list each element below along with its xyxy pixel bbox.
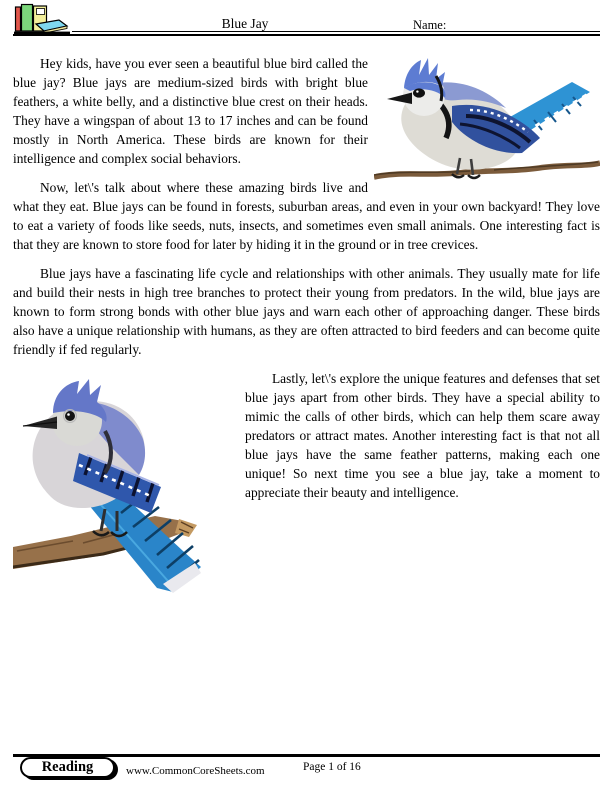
paragraph-2: Now, let\'s talk about where these amazing birds live and what they eat. Blue jays can be found in forests, suburban areas, and even in your own backyard! They love to eat a variety of foods like seeds, nuts, insects, and sometimes even small animals. One interesting fact is that they are known to store food for later by hiding it in the ground or in tree crevices.	[13, 180, 600, 252]
paragraph-4: Lastly, let\'s explore the unique features and defenses that set blue jays apart from other birds. They have a special ability to mimic the calls of other birds, which can help them scare away predators or attract mates. Another interesting fact is that not all blue jays have the same feather patterns, making each one unique! So next time you see a blue jay, take a moment to appreciate their beauty and intelligence.	[245, 371, 600, 500]
paragraph-3: Blue jays have a fascinating life cycle and relationships with other animals. They usually mate for life and build their nests in high tree branches to protect their young from predators. In the wild, blue jays are known to form strong bonds with other blue jays and warn each other of approaching danger. These birds also have a unique relationship with humans, as they are often attracted to bird feeders and can become quite friendly if fed regularly.	[13, 266, 600, 357]
name-label: Name:	[413, 17, 447, 32]
website-link: www.CommonCoreSheets.com	[126, 765, 265, 777]
page-title: Blue Jay	[221, 16, 269, 31]
header-rule	[13, 34, 600, 37]
page-number: Page 1 of 16	[303, 761, 361, 773]
reading-badge: Reading	[20, 757, 115, 778]
paragraph-1: Hey kids, have you ever seen a beautiful blue bird called the blue jay? Blue jays are medium-sized birds with bright blue feathers, a white belly, and a distinctive blue crest on their heads. They have a wingspan of about 13 to 17 inches and can be found mostly in North America. These birds are known for their intelligence and complex social behaviors.	[13, 56, 368, 166]
blue-jay-image-top	[374, 54, 600, 191]
name-line	[72, 31, 600, 32]
reading-passage	[13, 37, 600, 595]
books-icon	[14, 3, 70, 35]
blue-jay-image-left	[13, 371, 235, 595]
